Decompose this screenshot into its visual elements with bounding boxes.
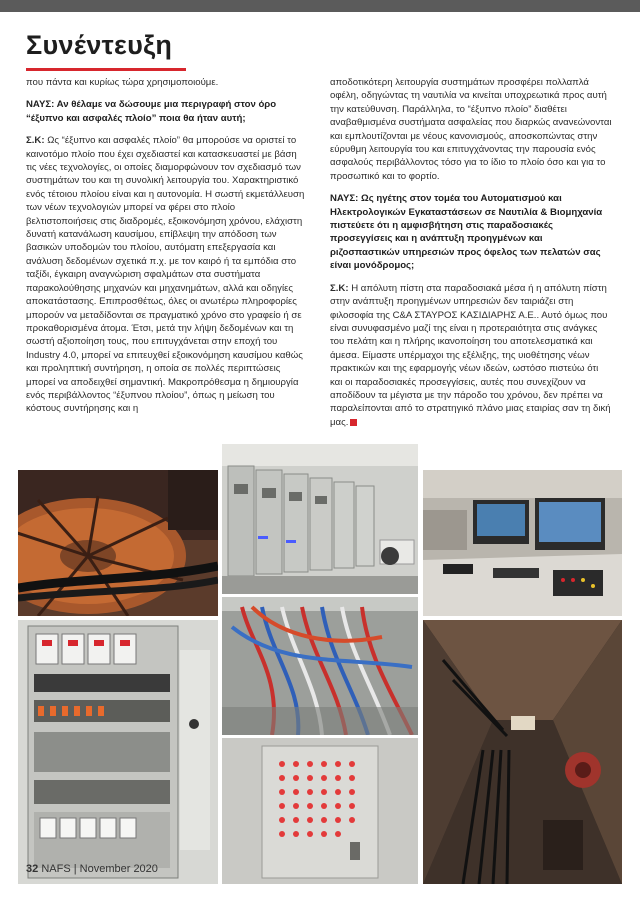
wiring-photo <box>222 597 418 735</box>
page-number: 32 <box>26 863 39 875</box>
page-title: Συνέντευξη <box>26 30 173 60</box>
page-footer <box>26 863 158 875</box>
continuation-paragraph: που πάντα και κυρίως τώρα χρησιμοποιούμε. <box>26 77 219 88</box>
answer-1 <box>26 134 308 416</box>
electrical-panel-photo <box>18 620 218 884</box>
top-bar <box>0 0 640 12</box>
left-column <box>26 76 308 425</box>
article-end-mark <box>350 419 357 426</box>
switchboard-room-photo <box>222 444 418 594</box>
right-column <box>330 76 612 438</box>
answer-2-text: Η απόλυτη πίστη στα παραδοσιακά μέσα ή η απόλυτη πίστη στην ανάπτυξη προηγμένων υπηρεσιών δεν ταιριάζει στη φιλοσοφία της C&A ΣΤΑΥΡΟΣ ΚΑΣΙΔΙΑΡΗΣ Α.Ε.. Αυτό όμως που είναι συνυφασμένο μαζί της είναι η προτεραιότητα στις ανάγκες του πελάτη και η πλήρης ικανοποίηση του αποτελεσματικά και άμεσα. Είμαστε υπέρμαχοι της εξέλιξης, της υιοθέτησης νέων πρακτικών και της εφαρμογής νέων ιδεών, ωστόσο πιστεύω ότι και οι παραδοσιακές προσεγγίσεις, αυτές που συνεχίζουν να αποδίδουν τα μέγιστα με την πάροδο του χρόνου, δεν πρέπει να παραλείπονται από το στρατηγικό πλάνο μιας εταιρίας σαν τη δική μας. <box>330 282 611 428</box>
cable-corridor-photo <box>423 620 622 884</box>
control-console-photo <box>423 470 622 616</box>
title-underline <box>26 68 186 71</box>
answer-1-text: Ως “έξυπνο και ασφαλές πλοίο” θα μπορούσε να οριστεί το καινοτόμο πλοίο που έχει σχεδιαστεί και κατασκευαστεί με βάση τις νέες τεχνολογίες, οι οποίες διαμορφώνουν τον σχεδιασμό των συστημάτων του και τη συνολική λειτουργία του. Χαρακτηριστικό ενός τέτοιου πλοίου είναι και η αυτονομία. Η σωστή εκμετάλλευση των νέων τεχνολογιών μπορεί να φέρει στο πλοίο βελτιστοποιήσεις στις διαδρομές, εξοικονόμηση χρόνου, ελάχιστη δυνατή κατανάλωση καυσίμου, επίβλεψη την απόδοση των βασικών υποδομών του πλοίου, αυτόματη επεξεργασία και ανάλυση δεδομένων σχετικά π.χ. με τον καιρό ή τα εμπόδια στο ταξίδι, έγκαιρη αναγνώριση σφαλμάτων στα συστήματα παρακολούθησης μηχανών και μηχανημάτων, αλλά και οδηγίες αποκατάστασης. Επιπροσθέτως, όλες οι ανωτέρω πληροφορίες μπορούν να μεταδίδονται σε πραγματικό χρόνο στο γραφείο ή σε προκαθορισμένα άτομα. Έτσι, μετά την λήψη δεδομένων και τη σωστή αξιοποίηση τους, που επιτυγχάνεται στην εποχή του Industry 4.0, μπορεί να επιτευχθεί εξοικονόμηση καυσίμου καθώς και προληπτική συντήρηση, η οποία σε πολλές περιπτώσεις μπορεί να αποδειχθεί σημαντική. Μακροπρόθεσμα η δημιουργία ενός περιβάλλοντος “έξυπνου πλοίου”, όπως η μείωση του κόστους συντήρησης και η <box>26 135 305 415</box>
indicator-panel-photo <box>222 738 418 884</box>
issue-date: November 2020 <box>79 863 158 875</box>
answer-2-label: Σ.Κ: <box>330 282 349 294</box>
question-1: ΝΑΥΣ: Αν θέλαμε να δώσουμε μια περιγραφή στον όρο “έξυπνο και ασφαλές πλοίο” ποια θα ήταν αυτή; <box>26 99 277 124</box>
answer-2 <box>330 282 612 429</box>
continuation-paragraph-right: αποδοτικότερη λειτουργία συστημάτων προσφέρει πολλαπλά οφέλη, οδηγώντας τη ναυτιλία να κινείται υποχρεωτικά προς αυτή την κατεύθυνση. Παράλληλα, το “έξυπνο πλοίο” διαθέτει αναβαθμισμένα συστήματα ασφαλείας που διαρκώς ανανεώνονται και εμπλουτίζονται με νέους κανονισμούς, αποσκοπώντας στην εύρυθμη λειτουργία του και επιτυγχάνοντας την παρουσία ενός ασφαλούς περιβάλλοντος τόσο για το ίδιο το πλοίο όσο και για το προσωπικό και το φορτίο. <box>330 77 612 182</box>
question-2: ΝΑΥΣ: Ως ηγέτης στον τομέα του Αυτοματισμού και Ηλεκτρολογικών Εγκαταστάσεων σε Ναυτιλία & Βιομηχανία πιστεύετε ότι η αμφισβήτηση στις παραδοσιακές προσεγγίσεις και η ανάπτυξη προηγμένων και ριζοσπαστικών υπηρεσιών προς όφελος των πελατών σας είναι μονόδρομος; <box>330 193 603 272</box>
answer-1-label: Σ.Κ: <box>26 135 45 147</box>
footer-separator: | <box>73 863 77 875</box>
cable-drum-photo <box>18 470 218 616</box>
magazine-name: NAFS <box>41 863 71 875</box>
